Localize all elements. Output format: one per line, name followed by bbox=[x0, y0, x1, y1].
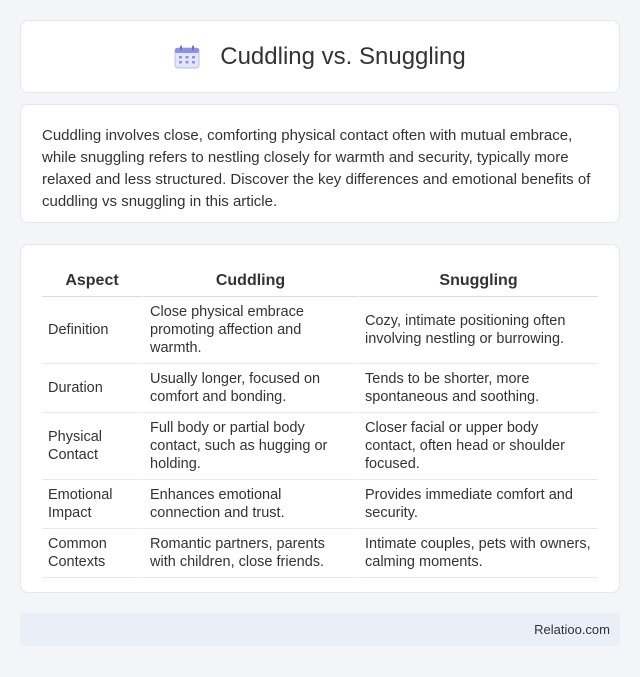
row-cuddling: Romantic partners, parents with children, close friends. bbox=[142, 529, 357, 578]
table-row bbox=[42, 413, 598, 480]
row-cuddling: Full body or partial body contact, such as hugging or holding. bbox=[142, 413, 357, 480]
page-title: Cuddling vs. Snuggling bbox=[220, 42, 466, 70]
table-row bbox=[42, 480, 598, 529]
row-cuddling: Usually longer, focused on comfort and bonding. bbox=[142, 364, 357, 413]
row-aspect: Definition bbox=[42, 297, 142, 364]
footer-bar bbox=[20, 613, 620, 646]
table-row bbox=[42, 364, 598, 413]
row-snuggling: Provides immediate comfort and security. bbox=[357, 480, 598, 529]
row-aspect: Common Contexts bbox=[42, 529, 142, 578]
calendar-icon bbox=[174, 45, 200, 69]
row-snuggling: Intimate couples, pets with owners, calming moments. bbox=[357, 529, 598, 578]
footer-brand: Relatioo.com bbox=[534, 622, 610, 637]
header-snuggling: Snuggling bbox=[357, 265, 598, 297]
intro-paragraph: Cuddling involves close, comforting physical contact often with mutual embrace, while snuggling refers to nestling closely for warmth and security, typically more relaxed and less structured. Discover the key differences and emotional benefits of cuddling vs snuggling in this article. bbox=[42, 127, 591, 210]
row-aspect: Duration bbox=[42, 364, 142, 413]
comparison-card bbox=[20, 244, 620, 593]
header-aspect: Aspect bbox=[42, 265, 142, 297]
header-cuddling: Cuddling bbox=[142, 265, 357, 297]
row-aspect: Emotional Impact bbox=[42, 480, 142, 529]
title-wrap bbox=[174, 43, 466, 71]
table-header-row bbox=[42, 265, 598, 297]
title-card bbox=[20, 20, 620, 93]
row-cuddling: Enhances emotional connection and trust. bbox=[142, 480, 357, 529]
row-snuggling: Cozy, intimate positioning often involving nestling or burrowing. bbox=[357, 297, 598, 364]
table-row bbox=[42, 297, 598, 364]
row-aspect: Physical Contact bbox=[42, 413, 142, 480]
row-snuggling: Tends to be shorter, more spontaneous and soothing. bbox=[357, 364, 598, 413]
row-cuddling: Close physical embrace promoting affection and warmth. bbox=[142, 297, 357, 364]
comparison-table bbox=[42, 265, 598, 578]
intro-card bbox=[20, 104, 620, 223]
table-row bbox=[42, 529, 598, 578]
row-snuggling: Closer facial or upper body contact, often head or shoulder focused. bbox=[357, 413, 598, 480]
